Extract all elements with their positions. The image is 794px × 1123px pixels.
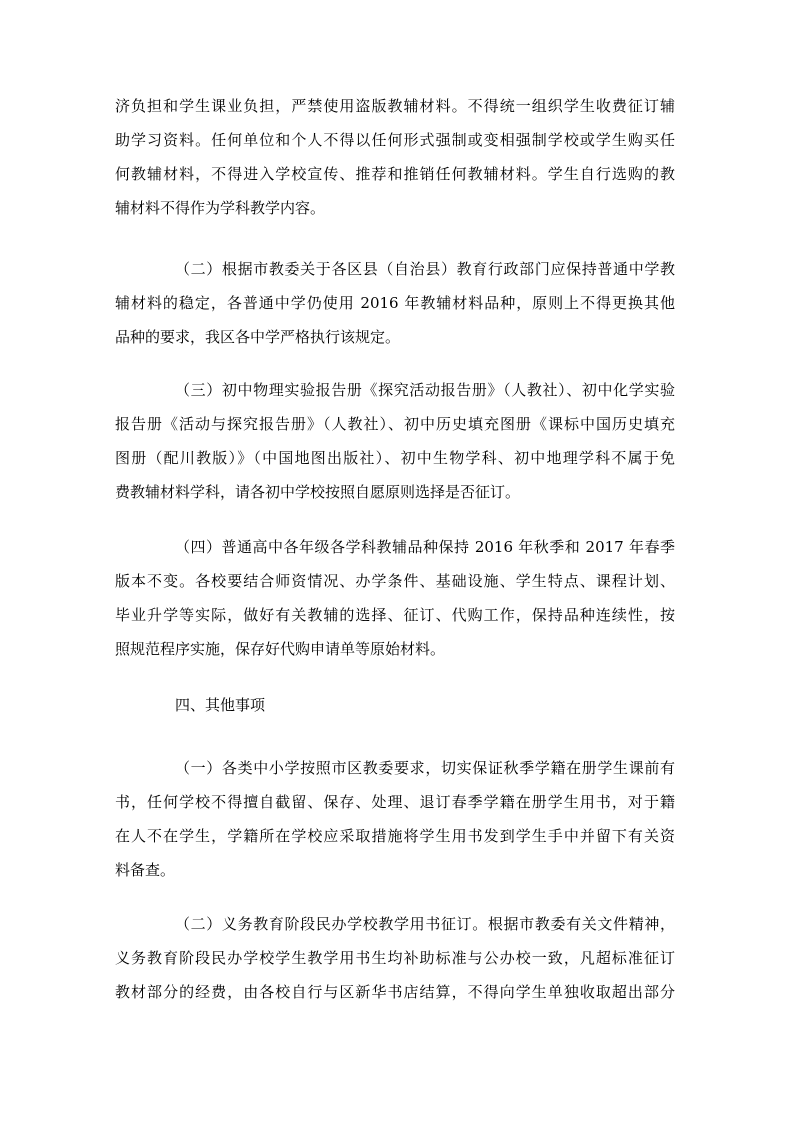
text-line: 在人不在学生，学籍所在学校应采取措施将学生用书发到学生手中并留下有关资 <box>115 827 675 845</box>
text-line: 辅材料不得作为学科教学内容。 <box>115 199 326 217</box>
paragraph-6 <box>115 907 675 1009</box>
text-line: （三）初中物理实验报告册《探究活动报告册》（人教社）、初中化学实验 <box>175 381 675 399</box>
paragraph-continued <box>115 89 675 225</box>
paragraph-4 <box>115 530 675 666</box>
text-line: 书，任何学校不得擅自截留、保存、处理、退订春季学籍在册学生用书，对于籍 <box>115 793 675 811</box>
text-line: 料备查。 <box>115 861 176 879</box>
text-line: （二）义务教育阶段民办学校教学用书征订。根据市教委有关文件精神， <box>175 915 675 933</box>
text-line: 教材部分的经费，由各校自行与区新华书店结算，不得向学生单独收取超出部分 <box>115 983 675 1001</box>
text-line: （二）根据市教委关于各区县（自治县）教育行政部门应保持普通中学教 <box>175 260 675 278</box>
paragraph-2 <box>115 252 675 354</box>
text-line: 济负担和学生课业负担，严禁使用盗版教辅材料。不得统一组织学生收费征订辅 <box>115 97 675 115</box>
paragraph-5 <box>115 751 675 887</box>
text-line: 四、其他事项 <box>175 696 266 714</box>
text-line: 何教辅材料，不得进入学校宣传、推荐和推销任何教辅材料。学生自行选购的教 <box>115 165 675 183</box>
text-line: 品种的要求，我区各中学严格执行该规定。 <box>115 328 401 346</box>
text-line: 照规范程序实施，保存好代购申请单等原始材料。 <box>115 640 446 658</box>
text-line: （四）普通高中各年级各学科教辅品种保持 2016 年秋季和 2017 年春季 <box>175 538 675 556</box>
text-line: 毕业升学等实际，做好有关教辅的选择、征订、代购工作，保持品种连续性，按 <box>115 606 675 624</box>
text-line: 报告册《活动与探究报告册》（人教社）、初中历史填充图册《课标中国历史填充 <box>115 415 675 433</box>
text-line: 费教辅材料学科，请各初中学校按照自愿原则选择是否征订。 <box>115 483 521 501</box>
text-line: 助学习资料。任何单位和个人不得以任何形式强制或变相强制学校或学生购买任 <box>115 131 675 149</box>
text-line: 辅材料的稳定，各普通中学仍使用 2016 年教辅材料品种，原则上不得更换其他 <box>115 294 675 312</box>
text-line: （一）各类中小学按照市区教委要求，切实保证秋季学籍在册学生课前有 <box>175 759 675 777</box>
paragraph-3 <box>115 373 675 509</box>
text-line: 版本不变。各校要结合师资情况、办学条件、基础设施、学生特点、课程计划、 <box>115 572 675 590</box>
text-line: 义务教育阶段民办学校学生教学用书生均补助标准与公办校一致，凡超标准征订 <box>115 949 675 967</box>
text-line: 图册（配川教版）》（中国地图出版社）、初中生物学科、初中地理学科不属于免 <box>115 449 675 467</box>
section-heading <box>115 688 675 722</box>
